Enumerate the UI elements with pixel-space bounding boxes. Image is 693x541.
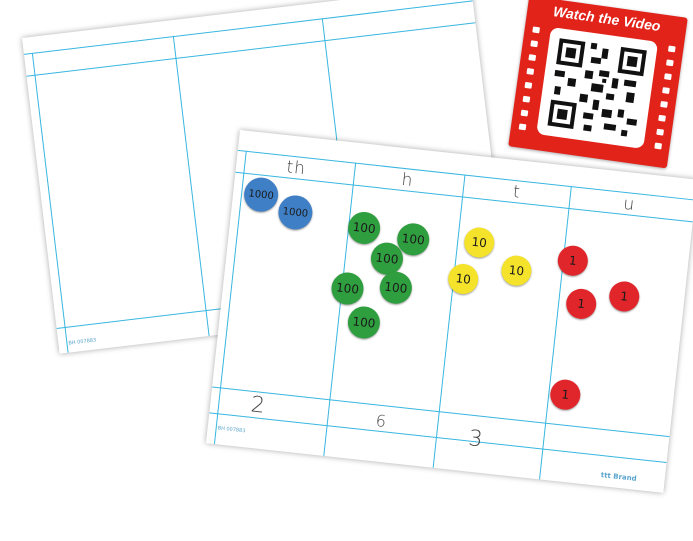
brand-mark: ttt Brand: [600, 471, 638, 483]
film-sprocket: [528, 54, 536, 61]
board-code: BH 007883: [217, 425, 246, 435]
film-sprocket: [662, 87, 670, 94]
thousand-counter[interactable]: 1000: [277, 194, 314, 231]
hundred-counter[interactable]: 100: [347, 210, 382, 245]
film-sprocket: [532, 26, 540, 33]
film-sprocket: [523, 96, 531, 103]
thousand-counter[interactable]: 1000: [242, 176, 279, 213]
unit-counter[interactable]: 1: [565, 287, 598, 320]
film-sprocket: [521, 110, 529, 117]
watch-video-badge[interactable]: [508, 0, 688, 168]
grid-line: [173, 36, 210, 336]
grid-line: [24, 0, 473, 55]
film-sprocket: [660, 101, 668, 108]
tens-total: 3: [467, 426, 485, 453]
film-sprocket: [656, 129, 664, 136]
column-header-hundreds: h: [400, 169, 415, 191]
thousands-total: 2: [249, 392, 268, 419]
ten-counter[interactable]: 10: [447, 262, 480, 295]
grid-line: [539, 186, 572, 479]
column-header-thousands: th: [285, 157, 307, 180]
unit-counter[interactable]: 1: [556, 244, 589, 277]
film-sprocket: [664, 73, 672, 80]
qr-code-icon[interactable]: [536, 27, 658, 149]
hundred-counter[interactable]: 100: [396, 222, 431, 257]
film-sprocket: [666, 59, 674, 66]
board-code: BH 007883: [68, 337, 97, 347]
grid-line: [32, 53, 69, 353]
film-sprocket: [519, 123, 527, 130]
hundred-counter[interactable]: 100: [369, 241, 404, 276]
film-sprocket: [658, 115, 666, 122]
ten-counter[interactable]: 10: [463, 226, 496, 259]
column-header-tens: t: [512, 181, 522, 203]
film-sprocket: [668, 45, 676, 52]
hundred-counter[interactable]: 100: [330, 271, 365, 306]
unit-counter[interactable]: 1: [549, 378, 582, 411]
film-sprocket: [524, 82, 532, 89]
hundred-counter[interactable]: 100: [378, 270, 413, 305]
film-sprocket: [530, 40, 538, 47]
place-value-board: [206, 130, 693, 493]
ten-counter[interactable]: 10: [500, 254, 533, 287]
hundred-counter[interactable]: 100: [346, 305, 381, 340]
film-sprocket: [654, 143, 662, 150]
grid-line: [26, 22, 475, 77]
film-sprocket: [526, 68, 534, 75]
hundreds-total: 6: [374, 410, 388, 432]
badge-title: Watch the Video: [552, 3, 662, 35]
grid-line: [323, 163, 356, 456]
column-header-units: u: [622, 193, 637, 216]
grid-line: [433, 175, 466, 468]
unit-counter[interactable]: 1: [608, 280, 641, 313]
